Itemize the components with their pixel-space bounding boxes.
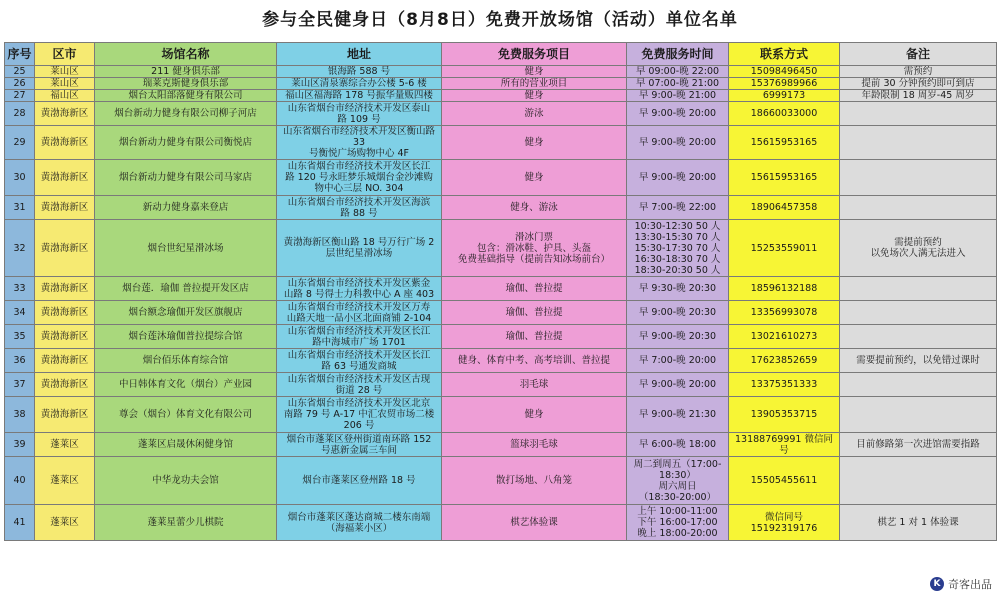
table-header-row xyxy=(5,43,997,66)
cell-no: 27 xyxy=(5,90,35,102)
table-row xyxy=(5,196,997,220)
cell-services: 健身 xyxy=(442,126,627,160)
cell-note: 提前 30 分钟预约即可到店 xyxy=(840,78,997,90)
cell-venue: 瑞莱克斯健身俱乐部 xyxy=(95,78,277,90)
cell-venue: 新动力健身嘉来登店 xyxy=(95,196,277,220)
brand-logo-icon: K xyxy=(930,577,944,591)
cell-city: 黄渤海新区 xyxy=(35,349,95,373)
cell-address: 山东省烟台市经济技术开发区万寿 山路天地一品小区北面商铺 2-104 xyxy=(277,301,442,325)
cell-note xyxy=(840,160,997,196)
cell-note xyxy=(840,325,997,349)
cell-hours: 早 09:00-晚 22:00 xyxy=(627,66,729,78)
cell-contact: 15505455611 xyxy=(729,457,840,505)
cell-contact: 13356993078 xyxy=(729,301,840,325)
cell-hours: 早 9:00-晚 21:00 xyxy=(627,90,729,102)
cell-contact: 15615953165 xyxy=(729,126,840,160)
cell-hours: 早 9:30-晚 20:30 xyxy=(627,277,729,301)
cell-city: 黄渤海新区 xyxy=(35,373,95,397)
cell-venue: 烟台太阳部落健身有限公司 xyxy=(95,90,277,102)
cell-contact: 6999173 xyxy=(729,90,840,102)
header-hours: 免费服务时间 xyxy=(627,43,729,66)
cell-contact: 18660033000 xyxy=(729,102,840,126)
table-row xyxy=(5,433,997,457)
table-row xyxy=(5,397,997,433)
cell-city: 黄渤海新区 xyxy=(35,277,95,301)
cell-address: 莱山区清泉寨综合办公楼 5-6 楼 xyxy=(277,78,442,90)
cell-hours: 早 07:00-晚 21:00 xyxy=(627,78,729,90)
cell-no: 29 xyxy=(5,126,35,160)
cell-venue: 烟台新动力健身有限公司柳子河店 xyxy=(95,102,277,126)
cell-contact: 13905353715 xyxy=(729,397,840,433)
cell-no: 32 xyxy=(5,220,35,277)
cell-city: 黄渤海新区 xyxy=(35,325,95,349)
cell-services: 篮球羽毛球 xyxy=(442,433,627,457)
venue-table xyxy=(4,42,997,541)
cell-city: 黄渤海新区 xyxy=(35,196,95,220)
cell-no: 33 xyxy=(5,277,35,301)
cell-services: 瑜伽、普拉提 xyxy=(442,325,627,349)
cell-address: 烟台市蓬莱区蓬达商城二楼东南端 （海福莱小区） xyxy=(277,505,442,541)
cell-services: 健身 xyxy=(442,90,627,102)
cell-note: 目前修路第一次进馆需要指路 xyxy=(840,433,997,457)
cell-venue: 尊会（烟台）体育文化有限公司 xyxy=(95,397,277,433)
cell-hours: 早 9:00-晚 20:30 xyxy=(627,301,729,325)
cell-hours: 早 9:00-晚 20:30 xyxy=(627,325,729,349)
header-note: 备注 xyxy=(840,43,997,66)
table-row xyxy=(5,301,997,325)
cell-services: 羽毛球 xyxy=(442,373,627,397)
cell-city: 蓬莱区 xyxy=(35,505,95,541)
cell-note xyxy=(840,397,997,433)
cell-address: 山东省烟台市经济技术开发区长江 路 63 号通发商城 xyxy=(277,349,442,373)
table-row xyxy=(5,102,997,126)
cell-city: 黄渤海新区 xyxy=(35,126,95,160)
cell-hours: 早 7:00-晚 22:00 xyxy=(627,196,729,220)
header-contact: 联系方式 xyxy=(729,43,840,66)
table-row xyxy=(5,66,997,78)
table-row xyxy=(5,349,997,373)
cell-hours: 早 6:00-晚 18:00 xyxy=(627,433,729,457)
cell-address: 山东省烟台市经济技术开发区紫金 山路 8 号得士力科教中心 A 座 403 xyxy=(277,277,442,301)
cell-address: 山东省烟台市经济技术开发区古现 街道 28 号 xyxy=(277,373,442,397)
cell-venue: 烟台莲．瑜伽 普拉提开发区店 xyxy=(95,277,277,301)
cell-venue: 烟台额念瑜伽开发区旗舰店 xyxy=(95,301,277,325)
table-row xyxy=(5,90,997,102)
cell-no: 30 xyxy=(5,160,35,196)
cell-note xyxy=(840,196,997,220)
cell-venue: 中华龙功夫会馆 xyxy=(95,457,277,505)
cell-city: 黄渤海新区 xyxy=(35,301,95,325)
cell-services: 所有的营业项目 xyxy=(442,78,627,90)
brand-label: 奇客出品 xyxy=(948,578,992,591)
cell-address: 山东省烟台市经济技术开发区衡山路 33 号衡悦广场购物中心 4F xyxy=(277,126,442,160)
cell-note xyxy=(840,102,997,126)
cell-no: 26 xyxy=(5,78,35,90)
cell-city: 黄渤海新区 xyxy=(35,220,95,277)
cell-no: 37 xyxy=(5,373,35,397)
cell-contact: 13375351333 xyxy=(729,373,840,397)
header-city: 区市 xyxy=(35,43,95,66)
cell-address: 银海路 588 号 xyxy=(277,66,442,78)
table-row xyxy=(5,78,997,90)
cell-contact: 15253559011 xyxy=(729,220,840,277)
cell-venue: 烟台世纪星滑冰场 xyxy=(95,220,277,277)
cell-city: 黄渤海新区 xyxy=(35,102,95,126)
cell-hours: 早 9:00-晚 21:30 xyxy=(627,397,729,433)
cell-venue: 烟台新动力健身有限公司衡悦店 xyxy=(95,126,277,160)
cell-venue: 蓬莱区启晟休闲健身馆 xyxy=(95,433,277,457)
cell-venue: 烟台佰乐体育综合馆 xyxy=(95,349,277,373)
table-row xyxy=(5,325,997,349)
cell-address: 烟台市蓬莱区登州街道南环路 152 号惠新金属三车间 xyxy=(277,433,442,457)
table-row xyxy=(5,277,997,301)
cell-no: 39 xyxy=(5,433,35,457)
cell-no: 35 xyxy=(5,325,35,349)
cell-no: 34 xyxy=(5,301,35,325)
cell-venue: 烟台新动力健身有限公司马家店 xyxy=(95,160,277,196)
cell-no: 25 xyxy=(5,66,35,78)
cell-contact: 18906457358 xyxy=(729,196,840,220)
cell-services: 健身 xyxy=(442,160,627,196)
cell-city: 蓬莱区 xyxy=(35,433,95,457)
header-services: 免费服务项目 xyxy=(442,43,627,66)
cell-hours: 周二到周五（17:00- 18:30） 周六周日 （18:30-20:00） xyxy=(627,457,729,505)
cell-services: 棋艺体验课 xyxy=(442,505,627,541)
cell-city: 莱山区 xyxy=(35,78,95,90)
cell-venue: 烟台莲沐瑜伽普拉提综合馆 xyxy=(95,325,277,349)
cell-services: 散打场地、八角笼 xyxy=(442,457,627,505)
cell-note xyxy=(840,457,997,505)
header-address: 地址 xyxy=(277,43,442,66)
table-row xyxy=(5,160,997,196)
cell-hours: 早 9:00-晚 20:00 xyxy=(627,126,729,160)
footer-brand xyxy=(930,575,992,593)
cell-note: 需要提前预约，以免错过课时 xyxy=(840,349,997,373)
cell-note: 需预约 xyxy=(840,66,997,78)
cell-note: 需提前预约 以免场次人满无法进入 xyxy=(840,220,997,277)
cell-city: 黄渤海新区 xyxy=(35,160,95,196)
cell-note: 年龄限制 18 周岁-45 周岁 xyxy=(840,90,997,102)
cell-services: 瑜伽、普拉提 xyxy=(442,301,627,325)
cell-address: 山东省烟台市经济技术开发区长江 路 120 号永旺梦乐城烟台金沙滩购 物中心三层 NO. 304 xyxy=(277,160,442,196)
cell-hours: 上午 10:00-11:00 下午 16:00-17:00 晚上 18:00-20:00 xyxy=(627,505,729,541)
cell-address: 山东省烟台市经济技术开发区海滨 路 88 号 xyxy=(277,196,442,220)
cell-contact: 13188769991 微信同号 xyxy=(729,433,840,457)
table-row xyxy=(5,505,997,541)
cell-city: 福山区 xyxy=(35,90,95,102)
cell-hours: 早 9:00-晚 20:00 xyxy=(627,373,729,397)
cell-services: 瑜伽、普拉提 xyxy=(442,277,627,301)
cell-city: 黄渤海新区 xyxy=(35,397,95,433)
cell-no: 40 xyxy=(5,457,35,505)
cell-services: 健身 xyxy=(442,397,627,433)
cell-hours: 10:30-12:30 50 人 13:30-15:30 70 人 15:30-17:30 70 人 16:30-18:30 70 人 18:30-20:30 50 人 xyxy=(627,220,729,277)
cell-contact: 18596132188 xyxy=(729,277,840,301)
cell-no: 41 xyxy=(5,505,35,541)
cell-note xyxy=(840,126,997,160)
cell-contact: 15376989966 xyxy=(729,78,840,90)
table-row xyxy=(5,220,997,277)
cell-venue: 蓬莱星蕾少儿棋院 xyxy=(95,505,277,541)
cell-no: 36 xyxy=(5,349,35,373)
cell-venue: 211 健身俱乐部 xyxy=(95,66,277,78)
cell-contact: 微信同号 15192319176 xyxy=(729,505,840,541)
cell-note xyxy=(840,277,997,301)
table-row xyxy=(5,126,997,160)
cell-note xyxy=(840,301,997,325)
cell-services: 滑冰门票 包含：滑冰鞋、护具、头盔 免费基础指导（提前告知冰场前台） xyxy=(442,220,627,277)
table-row xyxy=(5,373,997,397)
cell-contact: 13021610273 xyxy=(729,325,840,349)
cell-contact: 15615953165 xyxy=(729,160,840,196)
header-venue: 场馆名称 xyxy=(95,43,277,66)
cell-address: 山东省烟台市经济技术开发区泰山 路 109 号 xyxy=(277,102,442,126)
cell-address: 山东省烟台市经济技术开发区长江 路中海城市广场 1701 xyxy=(277,325,442,349)
cell-contact: 17623852659 xyxy=(729,349,840,373)
cell-address: 福山区福海路 178 号振华量贩四楼 xyxy=(277,90,442,102)
cell-services: 健身 xyxy=(442,66,627,78)
cell-contact: 15098496450 xyxy=(729,66,840,78)
cell-services: 健身、游泳 xyxy=(442,196,627,220)
cell-address: 烟台市蓬莱区登州路 18 号 xyxy=(277,457,442,505)
cell-hours: 早 9:00-晚 20:00 xyxy=(627,160,729,196)
cell-hours: 早 9:00-晚 20:00 xyxy=(627,102,729,126)
cell-city: 莱山区 xyxy=(35,66,95,78)
cell-no: 28 xyxy=(5,102,35,126)
cell-services: 游泳 xyxy=(442,102,627,126)
cell-hours: 早 7:00-晚 20:00 xyxy=(627,349,729,373)
table-row xyxy=(5,457,997,505)
cell-services: 健身、体育中考、高考培训、普拉提 xyxy=(442,349,627,373)
cell-city: 蓬莱区 xyxy=(35,457,95,505)
cell-note: 棋艺 1 对 1 体验课 xyxy=(840,505,997,541)
cell-note xyxy=(840,373,997,397)
cell-no: 31 xyxy=(5,196,35,220)
cell-address: 山东省烟台市经济技术开发区北京 南路 79 号 A-17 中汇农贸市场二楼 206 号 xyxy=(277,397,442,433)
header-no: 序号 xyxy=(5,43,35,66)
page-title: 参与全民健身日（8月8日）免费开放场馆（活动）单位名单 xyxy=(262,10,738,30)
cell-venue: 中日韩体育文化（烟台）产业园 xyxy=(95,373,277,397)
cell-address: 黄渤海新区衡山路 18 号万行广场 2 层世纪星滑冰场 xyxy=(277,220,442,277)
cell-no: 38 xyxy=(5,397,35,433)
